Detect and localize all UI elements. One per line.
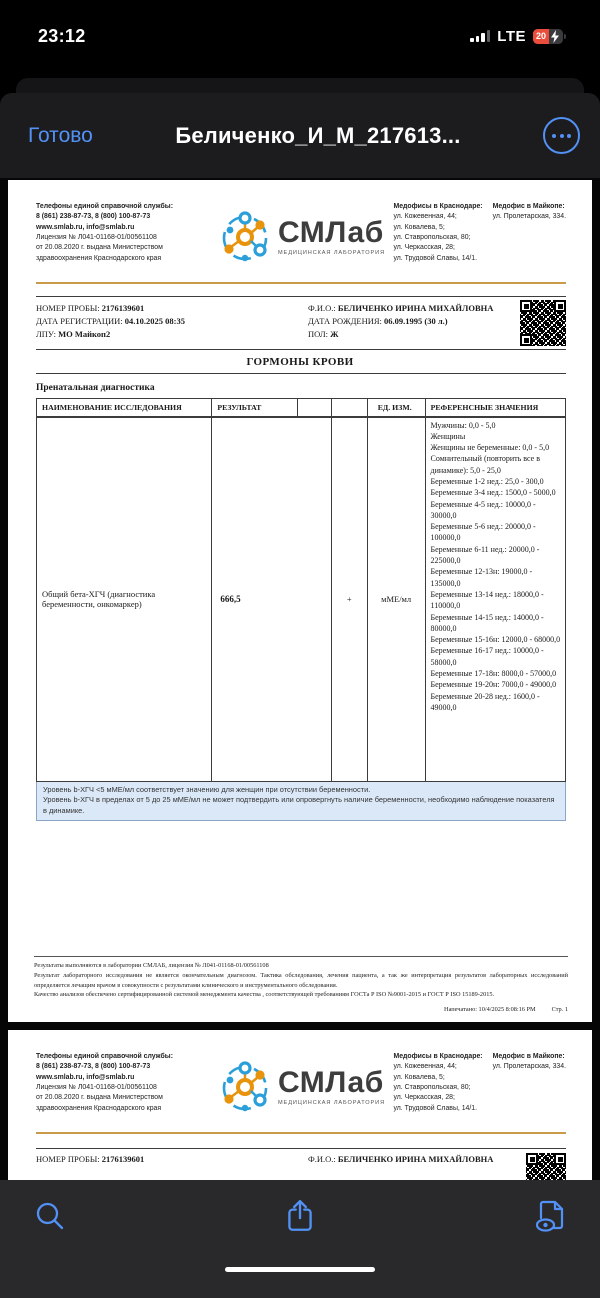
- interpretation-note: Уровень b-ХГЧ <5 мМЕ/мл соответствует значению для женщин при отсутствии беременности. Уровень b-ХГЧ в пределах от 5 до 25 мМЕ/мл не может подтвердить или опровергнуть наличие беременности, необходимо наблюдение показателя в динамике.: [36, 782, 566, 822]
- divider: [36, 373, 566, 374]
- sample-number: 2176139601: [101, 303, 145, 313]
- document-preview-icon: [532, 1198, 568, 1234]
- test-name: Общий бета-ХГЧ (диагностика беременности, онкомаркер): [37, 418, 212, 781]
- lab-addresses: [393, 1052, 566, 1122]
- lpu: МО Майкоп2: [58, 329, 111, 340]
- results-table: [36, 398, 566, 782]
- lab-contact-info: Телефоны единой справочной службы: 8 (861) 238-87-73, 8 (800) 100-87-73 www.smlab.ru, info@smlab.ru Лицензия № Л041-01168-01/00561108 от 20.08.2020 г. выдана Министерством здравоохранения Краснодарского края: [36, 1053, 173, 1112]
- sample-info-block: НОМЕР ПРОБЫ: 2176139601 ДАТА РЕГИСТРАЦИИ: 04.10.2025 08:35 ЛПУ: МО Майкоп2 Ф.И.О.: БЕЛИЧЕНКО ИРИНА МИХАЙЛОВНА ДАТА РОЖДЕНИЯ: 06.09.1995 (30 л.) ПОЛ: Ж: [36, 297, 566, 349]
- sex: Ж: [330, 329, 339, 340]
- done-button[interactable]: Готово: [28, 123, 93, 147]
- search-button[interactable]: [30, 1196, 70, 1236]
- result-unit: мМЕ/мл: [368, 418, 426, 781]
- home-indicator[interactable]: [225, 1267, 375, 1272]
- markup-preview-button[interactable]: [530, 1196, 570, 1236]
- lab-addresses: [393, 202, 566, 272]
- patient-name: БЕЛИЧЕНКО ИРИНА МИХАЙЛОВНА: [337, 1154, 494, 1164]
- maykop-office: Медофис в Майкопе: ул. Пролетарская, 334.: [492, 203, 566, 221]
- share-button[interactable]: [280, 1196, 320, 1236]
- page-number: Стр. 1: [551, 1006, 568, 1013]
- table-header-row: НАИМЕНОВАНИЕ ИССЛЕДОВАНИЯ РЕЗУЛЬТАТ ЕД. ИЗМ. РЕФЕРЕНСНЫЕ ЗНАЧЕНИЯ: [37, 399, 565, 418]
- table-row: [37, 418, 565, 781]
- share-icon: [282, 1198, 318, 1234]
- lab-letterhead: [36, 1052, 566, 1122]
- registration-date: 04.10.2025 08:35: [124, 316, 185, 327]
- smlab-logo: [218, 202, 385, 272]
- battery-percent: 20: [535, 31, 546, 41]
- logo-wordmark: СМЛаб: [278, 1066, 384, 1099]
- battery-icon: [533, 29, 566, 44]
- logo-tagline: МЕДИЦИНСКАЯ ЛАБОРАТОРИЯ: [278, 250, 386, 256]
- krasnodar-offices: Медофисы в Краснодаре: ул. Кожевенная, 44; ул. Ковалева, 5; ул. Ставропольская, 80; ул. Черкасская, 28; ул. Трудовой Славы, 14/1.: [393, 1053, 483, 1112]
- krasnodar-offices: Медофисы в Краснодаре: ул. Кожевенная, 44; ул. Ковалева, 5; ул. Ставропольская, 80; ул. Черкасская, 28; ул. Трудовой Славы, 14/1.: [393, 203, 483, 262]
- qr-code: [526, 1153, 566, 1180]
- report-section-title: ГОРМОНЫ КРОВИ: [246, 355, 354, 368]
- logo-wordmark: СМЛаб: [278, 216, 384, 249]
- birth-date: 06.09.1995 (30 л.): [384, 316, 448, 327]
- subsection-title: Пренатальная диагностика: [36, 382, 155, 393]
- pdf-page-2: [8, 1030, 592, 1180]
- network-type: LTE: [497, 27, 526, 45]
- charging-bolt-icon: [549, 30, 561, 43]
- reference-values: Мужчины: 0,0 - 5,0 Женщины Женщины не беременные: 0,0 - 5,0 Сомнительный (повторить все в динамике): 5,0 - 25,0 Беременные 1-2 нед.: 25,0 - 300,0 Беременные 3-4 нед.: 1500,0 - 5000,0 Беременные 4-5 нед.: 10000,0 - 30000,0 Беременные 5-6 нед.: 20000,0 - 100000,0 Беременные 6-11 нед.: 20000,0 - 225000,0 Беременные 12-13н: 19000,0 - 135000,0 Беременные 13-14 нед.: 18000,0 - 110000,0 Беременные 14-15 нед.: 14000,0 - 80000,0 Беременные 15-16н: 12000,0 - 68000,0 Беременные 16-17 нед.: 10000,0 - 58000,0 Беременные 17-18н: 8000,0 - 57000,0 Беременные 19-20н: 7000,0 - 49000,0 Беременные 20-28 нед.: 1600,0 - 49000,0: [430, 420, 561, 712]
- sample-number: 2176139601: [101, 1154, 145, 1164]
- logo-tagline: МЕДИЦИНСКАЯ ЛАБОРАТОРИЯ: [278, 1100, 386, 1106]
- qr-code: [520, 300, 566, 346]
- lab-letterhead: [36, 202, 566, 272]
- smlab-molecule-icon: [218, 210, 272, 264]
- letterhead-divider: [36, 282, 566, 284]
- bottom-toolbar: [0, 1180, 600, 1298]
- signal-strength-icon: [470, 30, 490, 42]
- page-footer: Результаты выполняются в лаборатории СМЛАБ, лицензия № Л041-01168-01/00561108 Результат лабораторного исследования не является окончательным диагнозом. Тактика обследования, лечения пациента, а так же интерпретация результатов лабораторных исследований определяется лечащим врачом в совокупности с результатами клинического и инструментального обследования. Качество анализов обеспечено сертифицированной системой менеджмента качества , соответствующей требованиям ГОСТа Р ISO №9001-2015 и ГОСТ Р ISO 15189-2015. Напечатано: 10/4/2025 8:08:16 PM Стр. 1: [34, 956, 568, 1015]
- status-bar: [0, 0, 600, 62]
- smlab-logo: [218, 1052, 385, 1122]
- printed-timestamp: Напечатано: 10/4/2025 8:08:16 PM: [444, 1006, 536, 1013]
- maykop-office: Медофис в Майкопе: ул. Пролетарская, 334.: [492, 1053, 566, 1071]
- clock: 23:12: [38, 25, 86, 46]
- test-result: 666,5: [212, 418, 332, 781]
- smlab-molecule-icon: [218, 1060, 272, 1114]
- result-flag: +: [332, 418, 368, 781]
- document-title: Беличенко_И_М_217613...: [175, 122, 461, 148]
- pdf-viewer[interactable]: [0, 178, 600, 1180]
- lab-contact-info: Телефоны единой справочной службы: 8 (861) 238-87-73, 8 (800) 100-87-73 www.smlab.ru, info@smlab.ru Лицензия № Л041-01168-01/00561108 от 20.08.2020 г. выдана Министерством здравоохранения Краснодарского края: [36, 203, 173, 262]
- sample-info-block: НОМЕР ПРОБЫ: 2176139601 Ф.И.О.: БЕЛИЧЕНКО ИРИНА МИХАЙЛОВНА: [36, 1148, 566, 1164]
- search-icon: [33, 1199, 67, 1233]
- nav-bar: [0, 93, 600, 178]
- patient-name: БЕЛИЧЕНКО ИРИНА МИХАЙЛОВНА: [337, 303, 494, 313]
- letterhead-divider: [36, 1132, 566, 1134]
- pdf-page-1: [8, 180, 592, 1022]
- more-options-button[interactable]: [543, 117, 580, 154]
